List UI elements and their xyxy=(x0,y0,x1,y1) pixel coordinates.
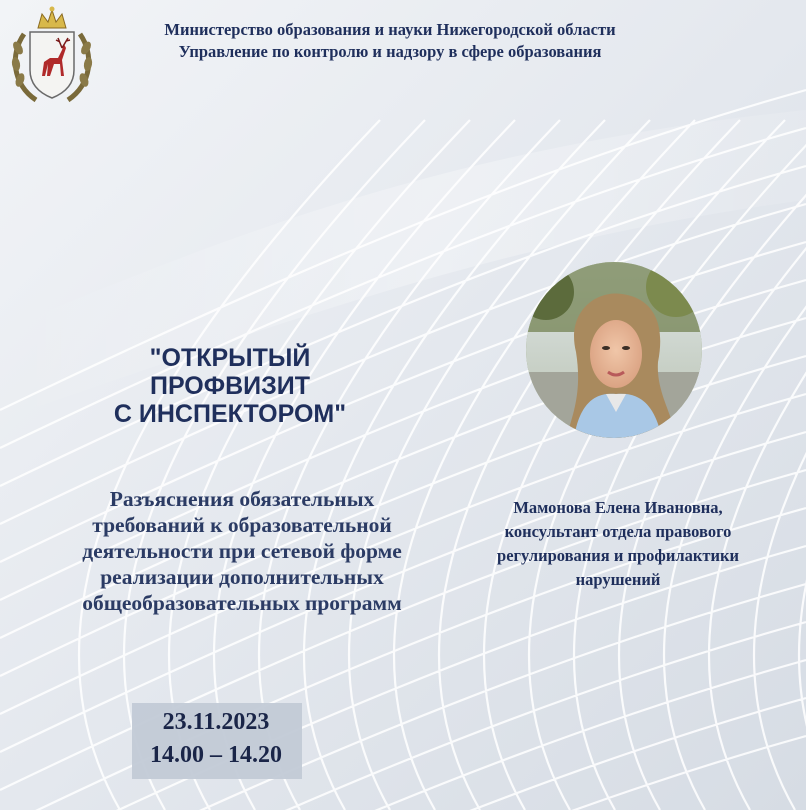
speaker-position-line-1: консультант отдела правового xyxy=(504,522,732,541)
coat-of-arms-icon xyxy=(6,4,98,108)
speaker-photo xyxy=(526,262,702,438)
title-line-1: "ОТКРЫТЫЙ xyxy=(149,344,311,372)
event-time: 14.00 – 14.20 xyxy=(150,742,282,768)
topic-line-2: требований к образовательной xyxy=(92,513,392,537)
title-line-2: ПРОФВИЗИТ xyxy=(149,372,311,400)
department-name: Управление по контролю и надзору в сфере образования xyxy=(178,42,602,61)
topic-line-1: Разъяснения обязательных xyxy=(109,487,375,511)
event-title xyxy=(30,344,430,428)
event-date: 23.11.2023 xyxy=(162,709,270,735)
ministry-name: Министерство образования и науки Нижегородской области xyxy=(164,20,616,39)
speaker-info xyxy=(456,496,780,592)
topic-line-4: реализации дополнительных xyxy=(100,565,384,589)
topic-line-3: деятельности при сетевой форме xyxy=(82,539,402,563)
speaker-name: Мамонова Елена Ивановна, xyxy=(513,498,723,517)
topic-line-5: общеобразовательных программ xyxy=(82,591,402,615)
title-line-3: С ИНСПЕКТОРОМ" xyxy=(113,400,347,428)
speaker-position-line-2: регулирования и профилактики xyxy=(497,546,739,565)
speaker-position-line-3: нарушений xyxy=(575,570,661,589)
event-datetime xyxy=(124,706,308,772)
event-topic xyxy=(30,486,454,616)
